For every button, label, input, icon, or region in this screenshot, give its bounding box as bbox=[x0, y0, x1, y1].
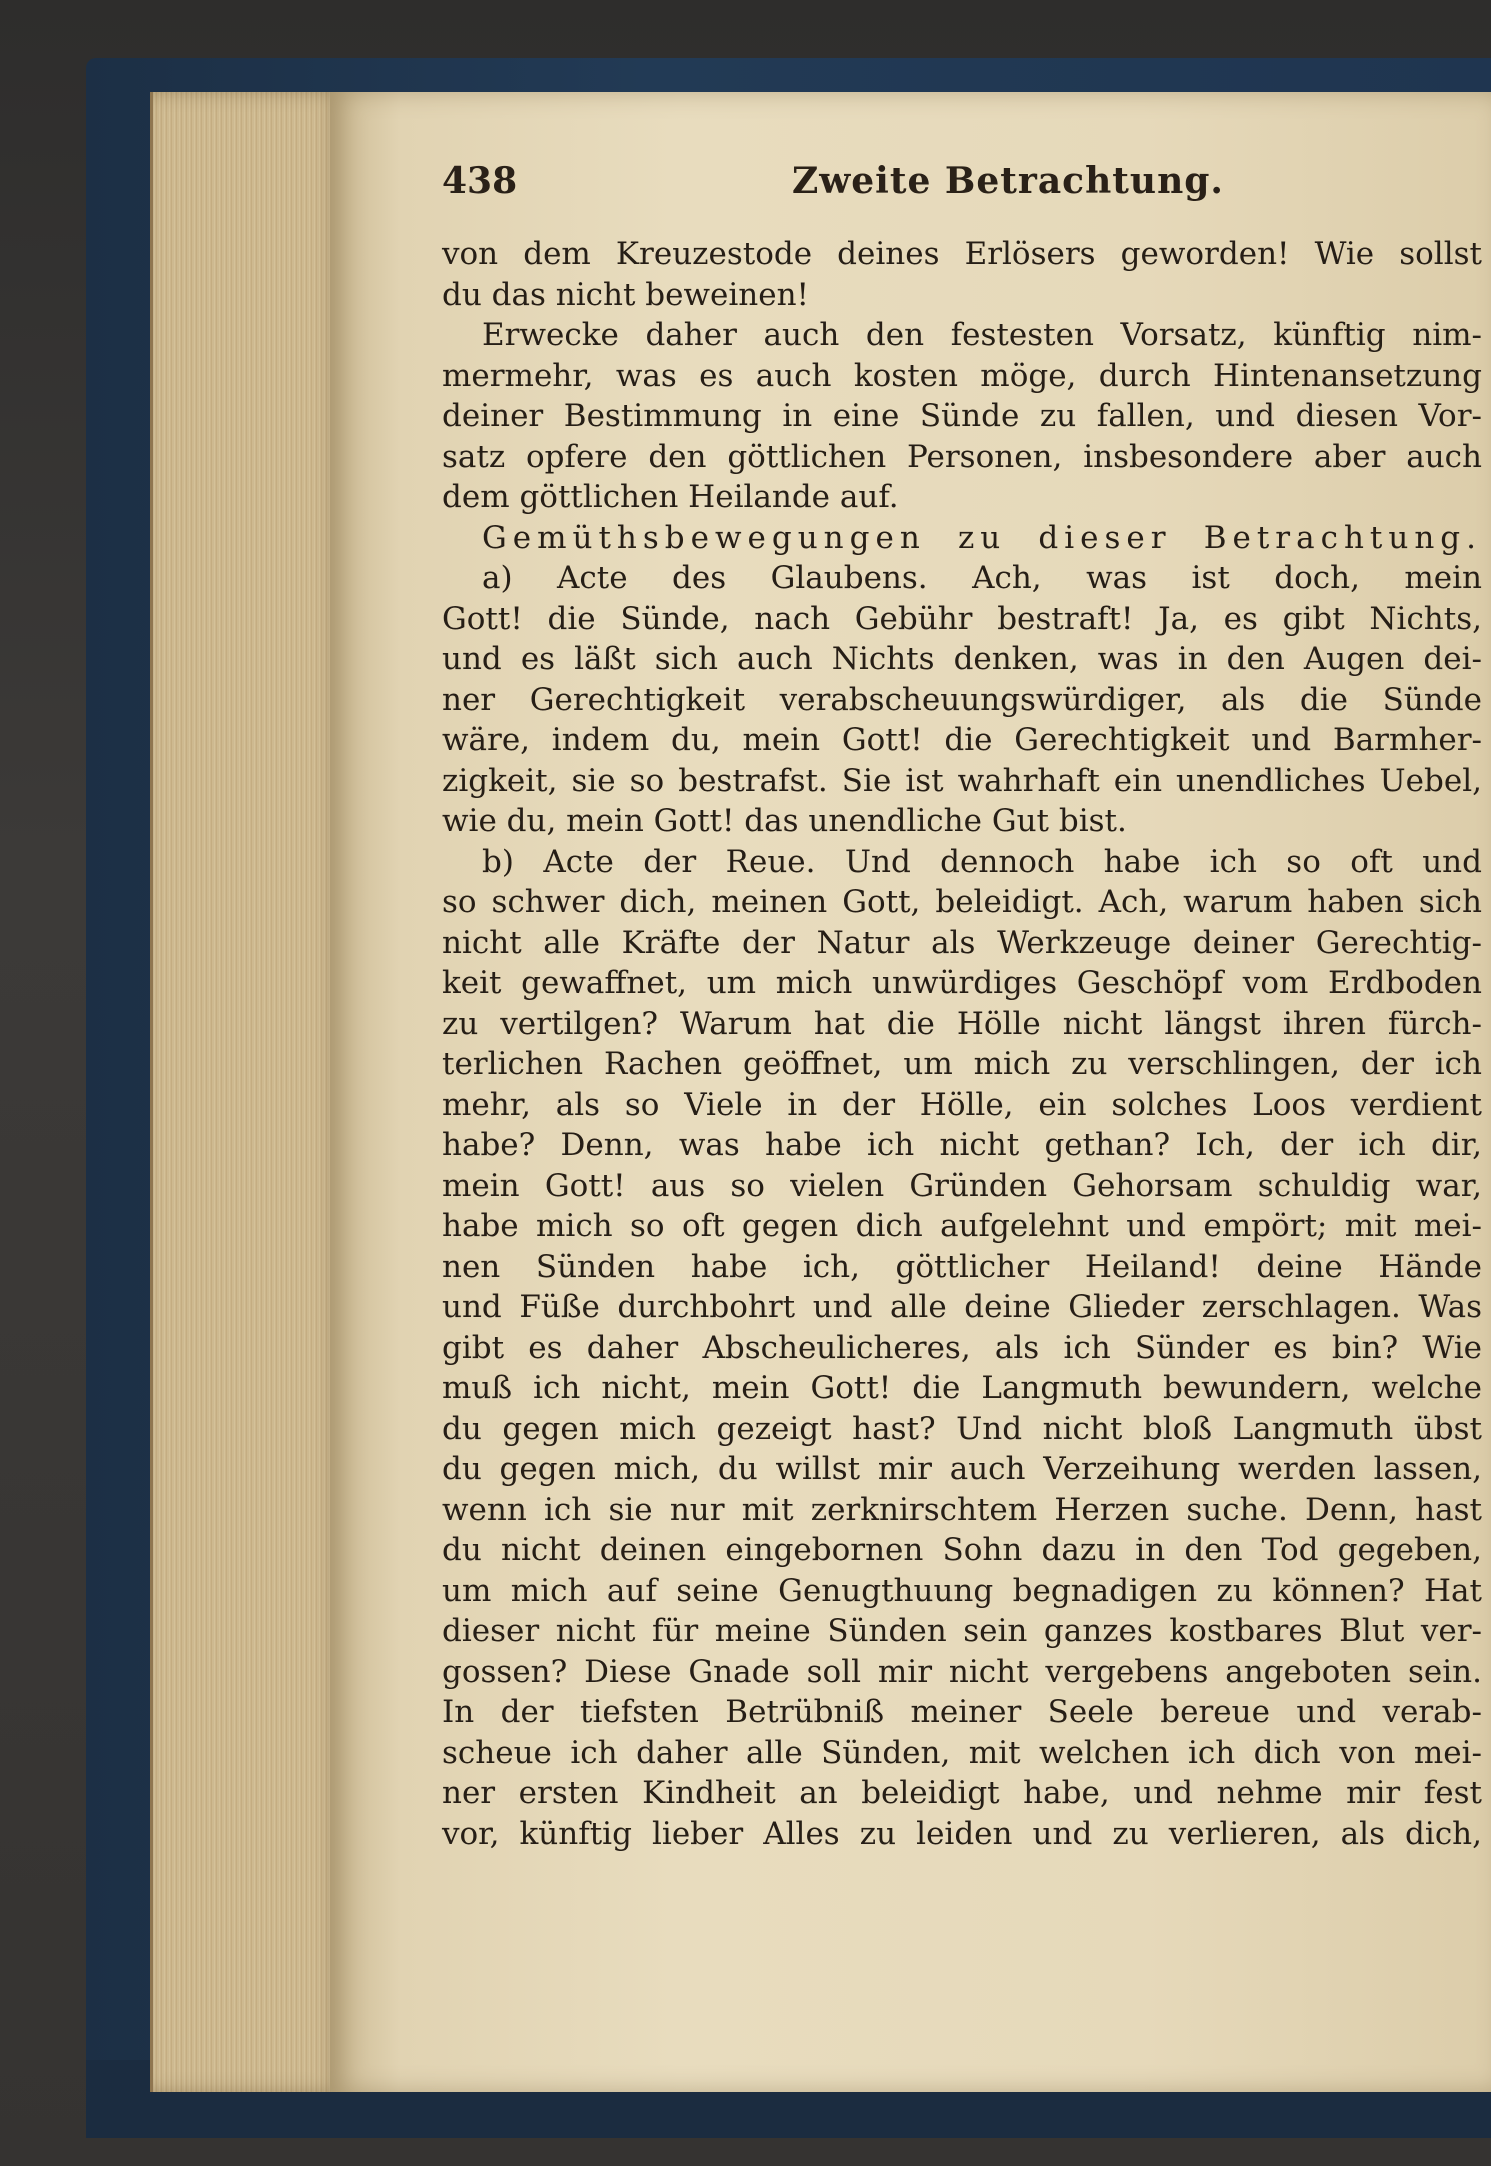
text-line: du das nicht beweinen! bbox=[442, 276, 809, 313]
text-line: b) Acte der Reue. Und dennoch habe ich so oft und bbox=[482, 843, 1482, 880]
text-line: wäre, indem du, mein Gott! die Gerechtigkeit und Barmher- bbox=[442, 722, 1482, 758]
text-line: von dem Kreuzestode deines Erlösers geworden! Wie sollst bbox=[442, 236, 1482, 272]
text-line: In der tiefsten Betrübniß meiner Seele bereue und verab- bbox=[442, 1694, 1482, 1730]
text-line: terlichen Rachen geöffnet, um mich zu verschlingen, der ich bbox=[442, 1046, 1482, 1082]
text-line: zigkeit, sie so bestrafst. Sie ist wahrhaft ein unendliches Uebel, bbox=[442, 762, 1482, 799]
text-line: wenn ich sie nur mit zerknirschtem Herzen suche. Denn, hast bbox=[442, 1491, 1482, 1528]
text-line: scheue ich daher alle Sünden, mit welchen ich dich von mei- bbox=[442, 1734, 1482, 1771]
text-line: ner ersten Kindheit an beleidigt habe, und nehme mir fest bbox=[442, 1775, 1482, 1811]
text-line: nicht alle Kräfte der Natur als Werkzeuge deiner Gerechtig- bbox=[442, 924, 1482, 961]
text-line: du gegen mich gezeigt hast? Und nicht bloß Langmuth übst bbox=[442, 1410, 1482, 1447]
text-line: satz opfere den göttlichen Personen, insbesondere aber auch bbox=[442, 438, 1482, 475]
text-line: deiner Bestimmung in eine Sünde zu fallen, und diesen Vor- bbox=[442, 398, 1482, 434]
text-line: und es läßt sich auch Nichts denken, was in den Augen dei- bbox=[442, 641, 1482, 677]
text-line: wie du, mein Gott! das unendliche Gut bist. bbox=[442, 803, 1127, 839]
text-line: mein Gott! aus so vielen Gründen Gehorsam schuldig war, bbox=[442, 1167, 1482, 1204]
text-line: mermehr, was es auch kosten möge, durch Hintenansetzung bbox=[442, 357, 1482, 394]
text-line: du nicht deinen eingebornen Sohn dazu in den Tod gegeben, bbox=[442, 1532, 1482, 1568]
text-line: Gott! die Sünde, nach Gebühr bestraft! Ja, es gibt Nichts, bbox=[442, 600, 1482, 637]
text-line: a) Acte des Glaubens. Ach, was ist doch, mein bbox=[482, 560, 1482, 596]
page-stack-edge bbox=[150, 92, 343, 2092]
page-number: 438 bbox=[442, 160, 518, 202]
text-line: muß ich nicht, mein Gott! die Langmuth bewundern, welche bbox=[442, 1370, 1482, 1406]
section-heading: Gemüthsbewegungen zu dieser Betrachtung. bbox=[482, 519, 1482, 556]
page-header bbox=[442, 160, 1442, 210]
text-line: vor, künftig lieber Alles zu leiden und zu verlieren, als dich, bbox=[442, 1815, 1482, 1852]
text-line: und Füße durchbohrt und alle deine Glieder zerschlagen. Was bbox=[442, 1289, 1482, 1325]
text-line: so schwer dich, meinen Gott, beleidigt. Ach, warum haben sich bbox=[442, 884, 1482, 920]
text-line: du gegen mich, du willst mir auch Verzeihung werden lassen, bbox=[442, 1451, 1482, 1487]
text-line: habe mich so oft gegen dich aufgelehnt und empört; mit mei- bbox=[442, 1208, 1482, 1244]
text-line: dem göttlichen Heilande auf. bbox=[442, 479, 899, 515]
body-text bbox=[442, 234, 1482, 1854]
text-line: Erwecke daher auch den festesten Vorsatz, künftig nim- bbox=[482, 317, 1482, 353]
text-line: dieser nicht für meine Sünden sein ganzes kostbares Blut ver- bbox=[442, 1613, 1482, 1649]
book-page bbox=[330, 92, 1491, 2092]
text-line: gibt es daher Abscheulicheres, als ich Sünder es bin? Wie bbox=[442, 1329, 1482, 1366]
text-line: gossen? Diese Gnade soll mir nicht vergebens angeboten sein. bbox=[442, 1653, 1482, 1690]
text-line: um mich auf seine Genugthuung begnadigen zu können? Hat bbox=[442, 1572, 1482, 1609]
running-head: Zweite Betrachtung. bbox=[792, 160, 1224, 202]
text-line: habe? Denn, was habe ich nicht gethan? Ich, der ich dir, bbox=[442, 1127, 1482, 1163]
text-line: keit gewaffnet, um mich unwürdiges Geschöpf vom Erdboden bbox=[442, 965, 1482, 1001]
text-line: nen Sünden habe ich, göttlicher Heiland! deine Hände bbox=[442, 1248, 1482, 1285]
text-line: ner Gerechtigkeit verabscheuungswürdiger, als die Sünde bbox=[442, 681, 1482, 718]
text-line: zu vertilgen? Warum hat die Hölle nicht längst ihren fürch- bbox=[442, 1005, 1482, 1042]
text-line: mehr, als so Viele in der Hölle, ein solches Loos verdient bbox=[442, 1086, 1482, 1123]
